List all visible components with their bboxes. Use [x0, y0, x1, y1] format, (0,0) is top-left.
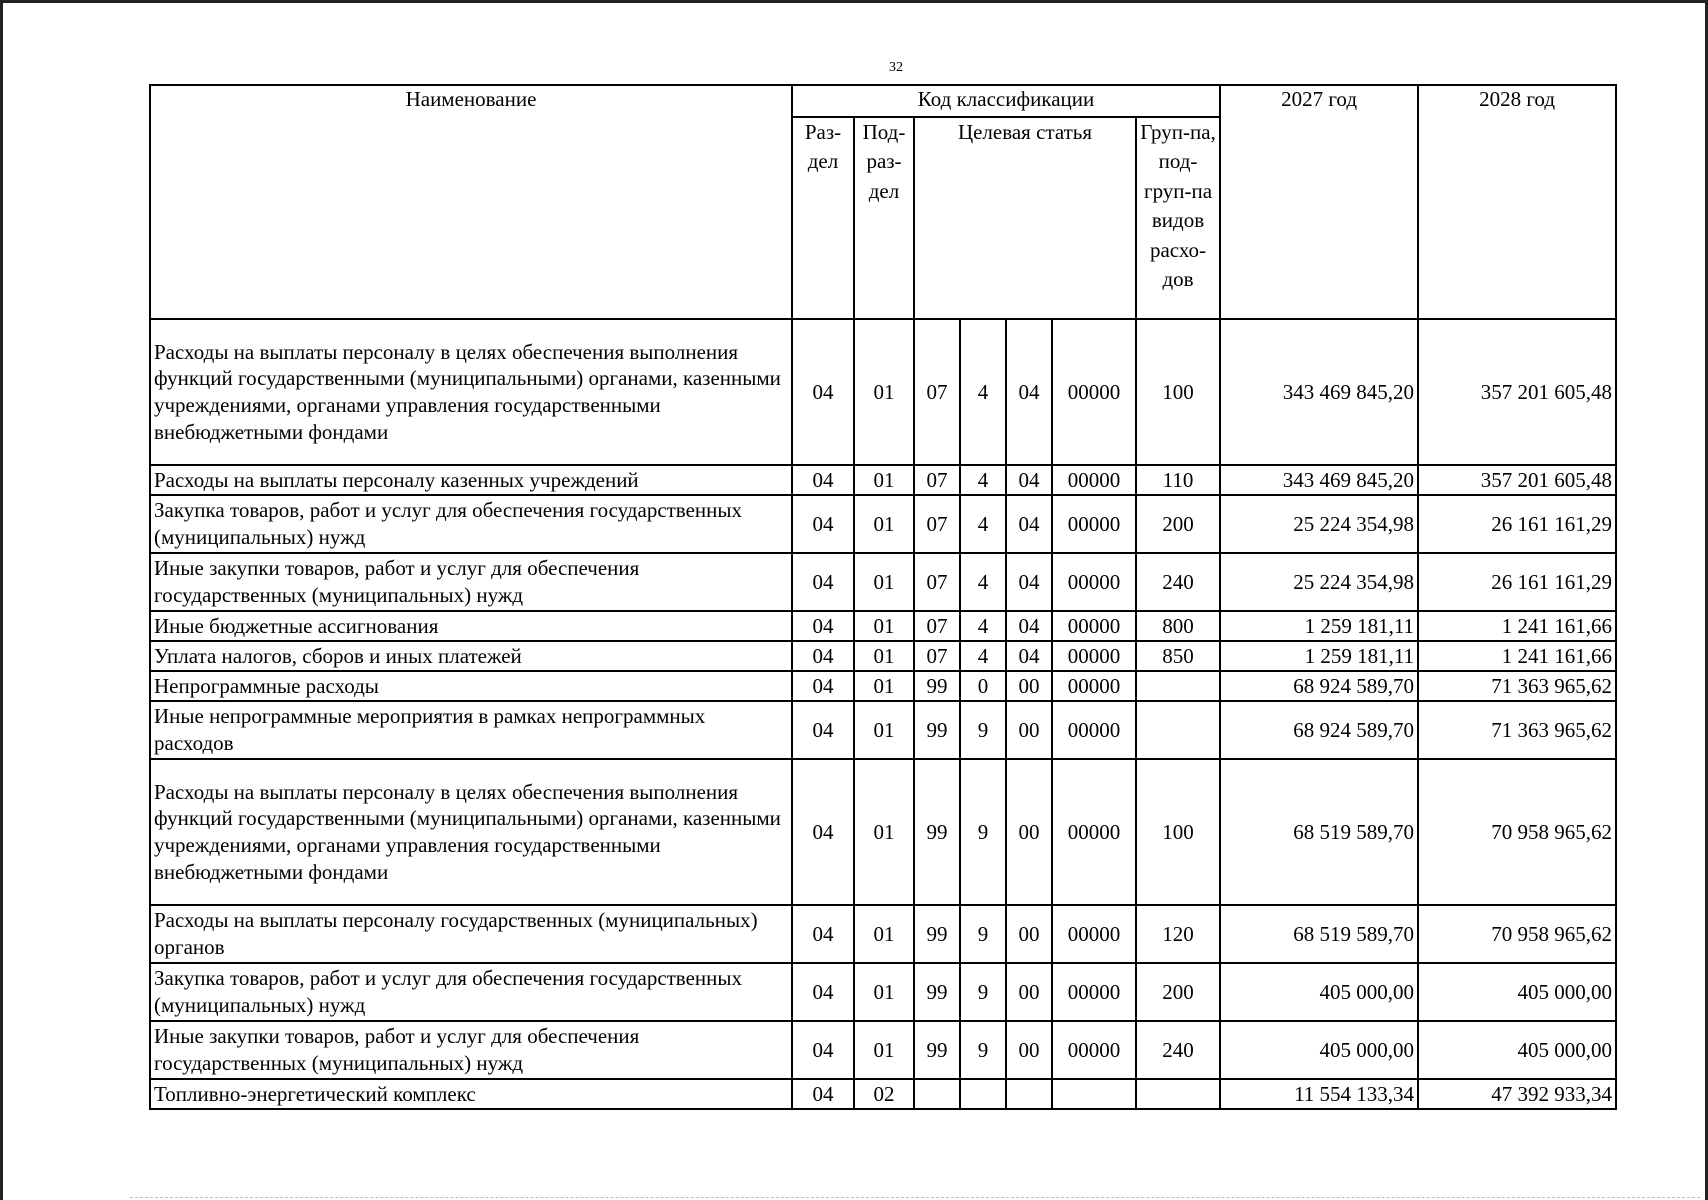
cell-name: Иные закупки товаров, работ и услуг для обеспечения государственных (муниципальных) нужд	[150, 1021, 792, 1079]
table-row	[150, 1021, 1616, 1079]
cell-group: 110	[1136, 465, 1220, 495]
budget-table	[149, 84, 1617, 1110]
cell-razdel: 04	[792, 701, 854, 759]
table-row	[150, 905, 1616, 963]
cell-c3: 00	[1006, 963, 1052, 1021]
cell-c1: 99	[914, 1021, 960, 1079]
cell-c4: 00000	[1052, 465, 1136, 495]
cell-c3: 04	[1006, 465, 1052, 495]
cell-name: Топливно-энергетический комплекс	[150, 1079, 792, 1109]
cell-name: Непрограммные расходы	[150, 671, 792, 701]
cell-group: 100	[1136, 319, 1220, 465]
cell-y2027: 405 000,00	[1220, 963, 1418, 1021]
cell-c1: 99	[914, 905, 960, 963]
cell-name: Расходы на выплаты персоналу в целях обеспечения выполнения функций государственными (муниципальными) органами, казенными учреждениями, органами управления государственными внебюджетными фондами	[150, 759, 792, 905]
header-celevaya-statya: Целевая статья	[914, 117, 1136, 319]
header-year-2028: 2028 год	[1418, 85, 1616, 319]
cell-y2027: 68 519 589,70	[1220, 905, 1418, 963]
cell-razdel: 04	[792, 465, 854, 495]
cell-c1: 07	[914, 495, 960, 553]
cell-y2027: 68 519 589,70	[1220, 759, 1418, 905]
cell-y2028: 405 000,00	[1418, 963, 1616, 1021]
table-row	[150, 963, 1616, 1021]
cell-y2027: 343 469 845,20	[1220, 319, 1418, 465]
cell-c2	[960, 1079, 1006, 1109]
cell-razdel: 04	[792, 963, 854, 1021]
table-row	[150, 671, 1616, 701]
header-classification: Код классификации	[792, 85, 1220, 117]
cell-name: Иные закупки товаров, работ и услуг для обеспечения государственных (муниципальных) нужд	[150, 553, 792, 611]
cell-c2: 4	[960, 465, 1006, 495]
cell-y2027: 25 224 354,98	[1220, 553, 1418, 611]
cell-c4: 00000	[1052, 641, 1136, 671]
cell-y2028: 70 958 965,62	[1418, 905, 1616, 963]
cell-podrazdel: 01	[854, 905, 914, 963]
cell-c3: 04	[1006, 641, 1052, 671]
cell-y2028: 71 363 965,62	[1418, 671, 1616, 701]
cell-y2028: 405 000,00	[1418, 1021, 1616, 1079]
cell-c2: 9	[960, 905, 1006, 963]
cell-podrazdel: 01	[854, 963, 914, 1021]
cell-razdel: 04	[792, 1021, 854, 1079]
cell-c3: 00	[1006, 701, 1052, 759]
cell-c3: 04	[1006, 319, 1052, 465]
cell-y2027: 25 224 354,98	[1220, 495, 1418, 553]
cell-name: Иные бюджетные ассигнования	[150, 611, 792, 641]
cell-razdel: 04	[792, 319, 854, 465]
cell-c4	[1052, 1079, 1136, 1109]
cell-c2: 9	[960, 759, 1006, 905]
cell-y2027: 11 554 133,34	[1220, 1079, 1418, 1109]
cell-group: 120	[1136, 905, 1220, 963]
cell-c3: 00	[1006, 759, 1052, 905]
cell-name: Расходы на выплаты персоналу в целях обеспечения выполнения функций государственными (муниципальными) органами, казенными учреждениями, органами управления государственными внебюджетными фондами	[150, 319, 792, 465]
cell-c3: 04	[1006, 611, 1052, 641]
table-row	[150, 319, 1616, 465]
table-row	[150, 759, 1616, 905]
cell-razdel: 04	[792, 759, 854, 905]
cell-y2028: 357 201 605,48	[1418, 465, 1616, 495]
cell-group: 240	[1136, 553, 1220, 611]
cell-podrazdel: 01	[854, 611, 914, 641]
cell-podrazdel: 01	[854, 1021, 914, 1079]
header-year-2027: 2027 год	[1220, 85, 1418, 319]
cell-razdel: 04	[792, 905, 854, 963]
cell-razdel: 04	[792, 611, 854, 641]
cell-c1: 07	[914, 319, 960, 465]
cell-c3: 00	[1006, 1021, 1052, 1079]
cell-y2028: 26 161 161,29	[1418, 553, 1616, 611]
cell-c2: 0	[960, 671, 1006, 701]
cell-name: Закупка товаров, работ и услуг для обеспечения государственных (муниципальных) нужд	[150, 963, 792, 1021]
cell-name: Иные непрограммные мероприятия в рамках непрограммных расходов	[150, 701, 792, 759]
cell-name: Закупка товаров, работ и услуг для обеспечения государственных (муниципальных) нужд	[150, 495, 792, 553]
cell-y2027: 343 469 845,20	[1220, 465, 1418, 495]
cell-c4: 00000	[1052, 905, 1136, 963]
table-row	[150, 701, 1616, 759]
cell-group	[1136, 671, 1220, 701]
cell-c1: 99	[914, 701, 960, 759]
cell-group: 240	[1136, 1021, 1220, 1079]
cell-name: Расходы на выплаты персоналу государственных (муниципальных) органов	[150, 905, 792, 963]
cell-group: 100	[1136, 759, 1220, 905]
cell-c4: 00000	[1052, 963, 1136, 1021]
cell-group: 200	[1136, 963, 1220, 1021]
cell-group	[1136, 701, 1220, 759]
cell-c1: 07	[914, 465, 960, 495]
cell-podrazdel: 02	[854, 1079, 914, 1109]
cell-c4: 00000	[1052, 759, 1136, 905]
cell-c3: 04	[1006, 553, 1052, 611]
cell-c4: 00000	[1052, 1021, 1136, 1079]
cell-name: Расходы на выплаты персоналу казенных учреждений	[150, 465, 792, 495]
cell-c2: 4	[960, 319, 1006, 465]
header-group: Груп-па, под-груп-па видов расхо-дов	[1136, 117, 1220, 319]
page-number: 32	[889, 60, 903, 75]
header-name: Наименование	[150, 85, 792, 319]
cell-razdel: 04	[792, 1079, 854, 1109]
cell-c4: 00000	[1052, 671, 1136, 701]
cell-c3: 00	[1006, 905, 1052, 963]
cell-podrazdel: 01	[854, 641, 914, 671]
cell-y2028: 47 392 933,34	[1418, 1079, 1616, 1109]
scan-edge	[130, 1197, 1700, 1198]
table-row	[150, 495, 1616, 553]
cell-c2: 9	[960, 1021, 1006, 1079]
table-row	[150, 465, 1616, 495]
cell-c2: 4	[960, 495, 1006, 553]
cell-c3: 00	[1006, 671, 1052, 701]
cell-c4: 00000	[1052, 495, 1136, 553]
cell-y2028: 357 201 605,48	[1418, 319, 1616, 465]
cell-podrazdel: 01	[854, 671, 914, 701]
cell-c1: 07	[914, 611, 960, 641]
cell-c4: 00000	[1052, 611, 1136, 641]
cell-podrazdel: 01	[854, 553, 914, 611]
cell-c2: 4	[960, 611, 1006, 641]
cell-c1: 99	[914, 671, 960, 701]
cell-podrazdel: 01	[854, 465, 914, 495]
header-podrazdel: Под-раз-дел	[854, 117, 914, 319]
cell-c1: 99	[914, 963, 960, 1021]
cell-y2028: 26 161 161,29	[1418, 495, 1616, 553]
cell-c1	[914, 1079, 960, 1109]
cell-c2: 4	[960, 553, 1006, 611]
cell-razdel: 04	[792, 495, 854, 553]
cell-c1: 07	[914, 553, 960, 611]
cell-c2: 4	[960, 641, 1006, 671]
cell-podrazdel: 01	[854, 759, 914, 905]
cell-razdel: 04	[792, 671, 854, 701]
header-razdel: Раз-дел	[792, 117, 854, 319]
cell-y2028: 1 241 161,66	[1418, 641, 1616, 671]
cell-c4: 00000	[1052, 319, 1136, 465]
cell-y2028: 1 241 161,66	[1418, 611, 1616, 641]
cell-c3: 04	[1006, 495, 1052, 553]
cell-c2: 9	[960, 701, 1006, 759]
cell-y2027: 405 000,00	[1220, 1021, 1418, 1079]
cell-group	[1136, 1079, 1220, 1109]
cell-y2027: 1 259 181,11	[1220, 641, 1418, 671]
cell-y2028: 70 958 965,62	[1418, 759, 1616, 905]
cell-podrazdel: 01	[854, 701, 914, 759]
cell-c2: 9	[960, 963, 1006, 1021]
cell-group: 850	[1136, 641, 1220, 671]
cell-y2027: 68 924 589,70	[1220, 671, 1418, 701]
cell-razdel: 04	[792, 553, 854, 611]
table-row	[150, 1079, 1616, 1109]
cell-c4: 00000	[1052, 701, 1136, 759]
cell-c4: 00000	[1052, 553, 1136, 611]
table-row	[150, 641, 1616, 671]
cell-group: 200	[1136, 495, 1220, 553]
cell-podrazdel: 01	[854, 319, 914, 465]
cell-podrazdel: 01	[854, 495, 914, 553]
table-row	[150, 611, 1616, 641]
cell-c1: 07	[914, 641, 960, 671]
cell-y2028: 71 363 965,62	[1418, 701, 1616, 759]
cell-group: 800	[1136, 611, 1220, 641]
table-row	[150, 553, 1616, 611]
cell-name: Уплата налогов, сборов и иных платежей	[150, 641, 792, 671]
cell-y2027: 68 924 589,70	[1220, 701, 1418, 759]
cell-y2027: 1 259 181,11	[1220, 611, 1418, 641]
cell-c1: 99	[914, 759, 960, 905]
cell-c3	[1006, 1079, 1052, 1109]
cell-razdel: 04	[792, 641, 854, 671]
